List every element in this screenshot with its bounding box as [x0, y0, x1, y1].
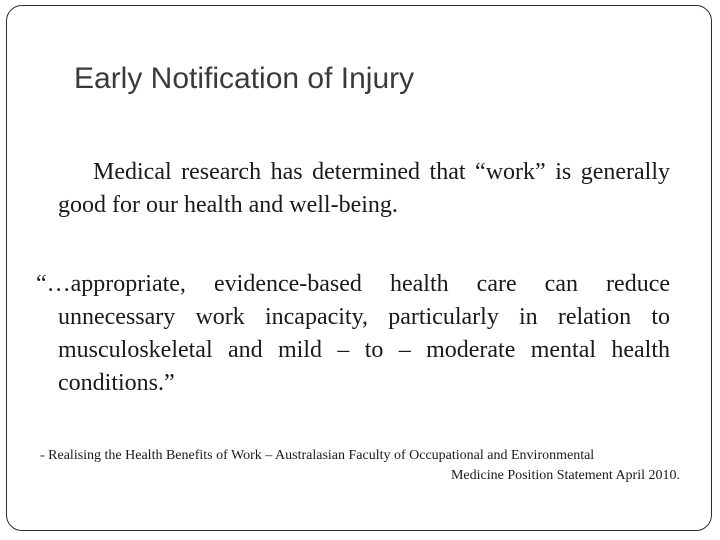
slide-title: Early Notification of Injury — [74, 62, 415, 95]
quote-paragraph: “…appropriate, evidence-based health care can reduce unnecessary work incapacity, particularly in relation to musculoskeletal and mild – to – moderate mental health conditions.” — [36, 271, 670, 396]
source-citation — [40, 446, 680, 486]
source-citation-line-2: Medicine Position Statement April 2010. — [450, 468, 680, 483]
source-citation-line-1: - Realising the Health Benefits of Work – Australasian Faculty of Occupational and Environmental — [40, 448, 595, 463]
body-paragraph: Medical research has determined that “work” is generally good for our health and well-being. — [58, 159, 670, 218]
